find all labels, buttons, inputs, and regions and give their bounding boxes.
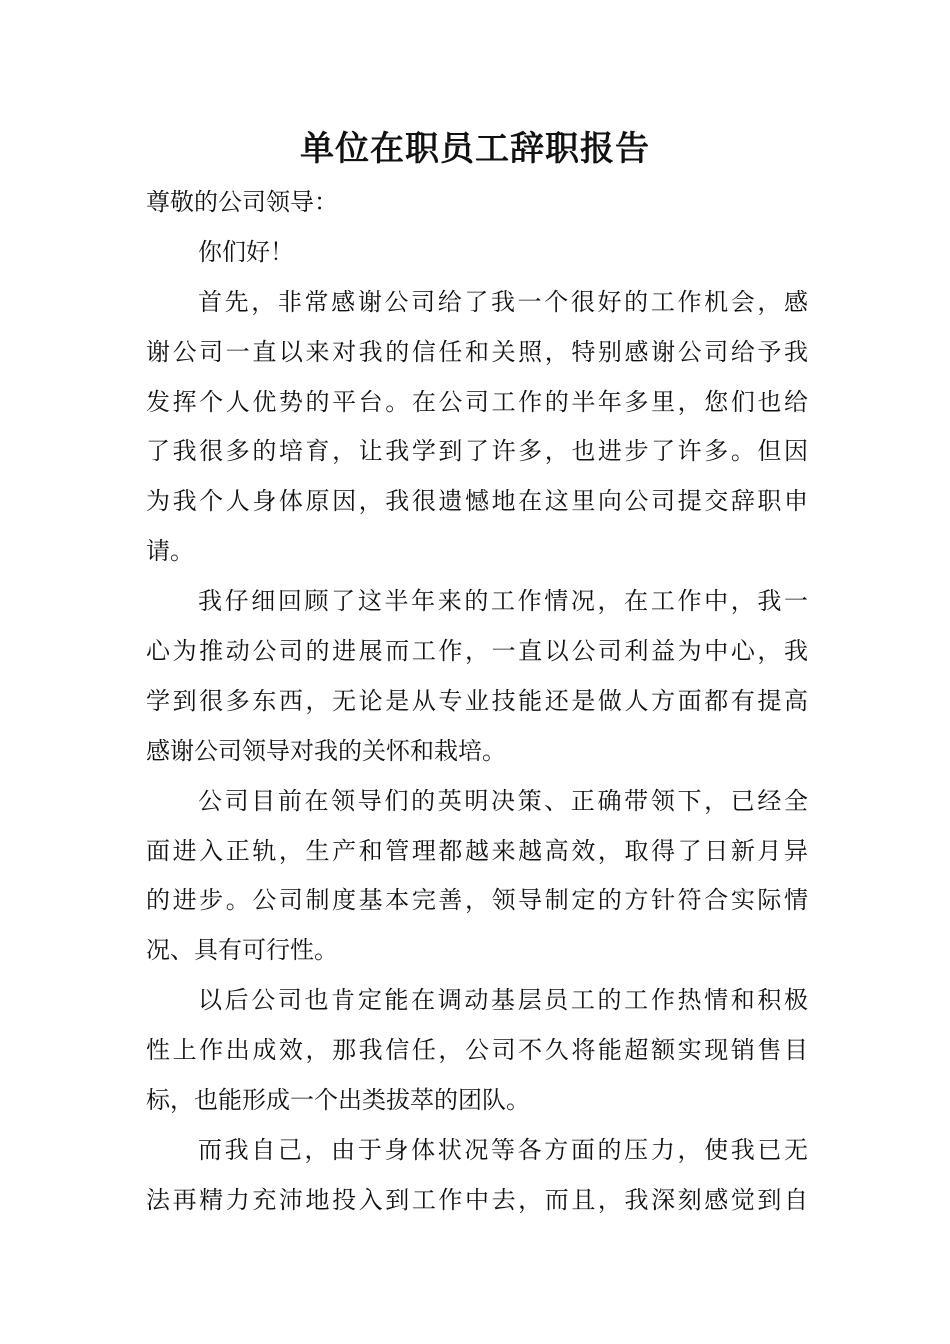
paragraph-1-line-6: 请。: [146, 537, 194, 566]
paragraph-4-line-1: 以后公司也肯定能在调动基层员工的工作热情和积极: [198, 986, 808, 1015]
paragraph-5-line-2: 法再精力充沛地投入到工作中去，而且，我深刻感觉到自: [146, 1185, 808, 1214]
paragraph-2-line-2: 心为推动公司的进展而工作，一直以公司利益为中心，我: [146, 637, 808, 666]
paragraph-1-line-1: 首先，非常感谢公司给了我一个很好的工作机会，感: [198, 287, 808, 316]
paragraph-1-line-3: 发挥个人优势的平台。在公司工作的半年多里，您们也给: [146, 387, 808, 416]
salutation: 尊敬的公司领导：: [146, 188, 338, 216]
paragraph-4-line-3: 标，也能形成一个出类拔萃的团队。: [146, 1086, 530, 1115]
paragraph-5-line-1: 而我自己，由于身体状况等各方面的压力，使我已无: [198, 1135, 808, 1164]
paragraph-1-line-4: 了我很多的培育，让我学到了许多，也进步了许多。但因: [146, 437, 808, 466]
paragraph-4-line-2: 性上作出成效，那我信任，公司不久将能超额实现销售目: [146, 1036, 808, 1065]
document-body: [146, 178, 808, 1226]
paragraph-3-line-1: 公司目前在领导们的英明决策、正确带领下，已经全: [198, 786, 808, 815]
paragraph-3-line-2: 面进入正轨，生产和管理都越来越高效，取得了日新月异: [146, 836, 808, 865]
paragraph-3-line-3: 的进步。公司制度基本完善，领导制定的方针符合实际情: [146, 886, 808, 915]
paragraph-2-line-3: 学到很多东西，无论是从专业技能还是做人方面都有提高: [146, 686, 808, 715]
paragraph-1-line-2: 谢公司一直以来对我的信任和关照，特别感谢公司给予我: [146, 337, 808, 366]
paragraph-2-line-1: 我仔细回顾了这半年来的工作情况，在工作中，我一: [198, 587, 808, 616]
document-title: 单位在职员工辞职报告: [300, 129, 650, 169]
paragraph-3-line-4: 况、具有可行性。: [146, 936, 338, 965]
paragraph-2-line-4: 感谢公司领导对我的关怀和栽培。: [146, 736, 506, 765]
paragraph-1-line-5: 为我个人身体原因，我很遗憾地在这里向公司提交辞职申: [146, 487, 808, 516]
greeting: 你们好！: [198, 237, 294, 266]
